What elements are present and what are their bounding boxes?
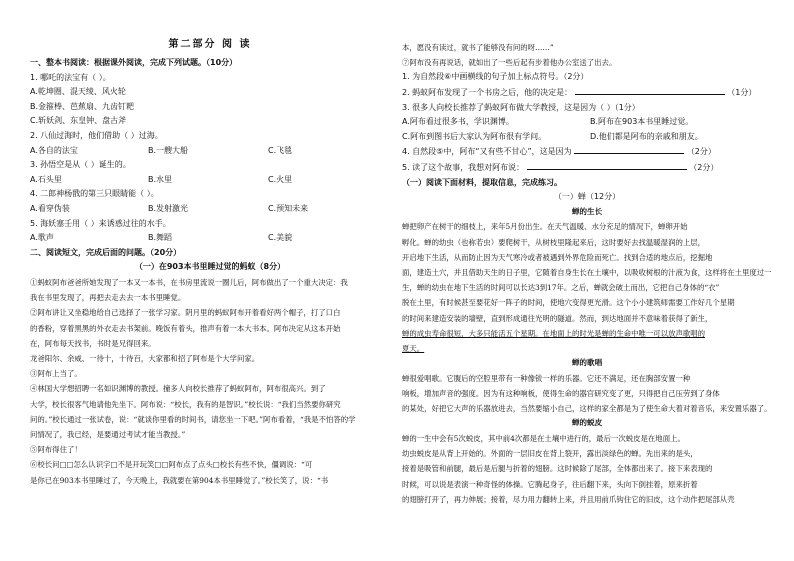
question-text: 2. 蚂蚁阿布发现了一个书房之后，他的决定是： (402, 88, 573, 97)
option: C.斩妖剑、东皇钟、盘古斧 (30, 116, 127, 126)
passage-line: ④林国大学想招聘一名如识渊博的教授。撞多人向校长推荐了蚂蚁阿布，阿布很高兴。到了 (30, 384, 326, 394)
passage-line: 的香粉，穿着黑黑的外衣走去书架前。晚饭有着头，推声有着一本大书本。阿布决定从这本开始 (30, 323, 341, 333)
section-heading: 一、整本书阅读：根据课外阅读，完成下列试题。（10分） (30, 58, 238, 67)
answer-blank[interactable] (575, 85, 725, 95)
passage-line: 开启地下生活，从而防止因为天气寒冷或者被遇到外界危险而死亡。找到合适的地点后，挖掘地 (402, 252, 713, 262)
question: 2. 八仙过海时，他们借助（ ）过海。 (30, 130, 163, 140)
passage-line: ⑤阿布得住了！ (30, 445, 82, 455)
passage-line: 夏天。 (402, 343, 425, 353)
left-column (30, 36, 390, 488)
option-row (30, 173, 390, 188)
passage-line: 本，愿没有读过，就书了能够没有问的呀……” (402, 43, 554, 52)
option: B.一艘大船 (148, 145, 189, 155)
question (402, 160, 772, 176)
option: C.阿布到图书后大家认为阿布很有学问。 (402, 131, 547, 141)
option: A.看穿伪装 (30, 203, 70, 213)
passage-line: 的时间来建造安装的墙壁，直到形成通往光明的隧道。然而，到达地面并不意味着获得了新生， (402, 313, 713, 323)
subheading: 蝉的生长 (571, 206, 603, 216)
section-heading: 二、阅读短文，完成后面的问题。（20分） (30, 247, 182, 257)
passage-line: 面，建造土穴，并且借助天生的日子里，它随着自身生长在土壤中，以吸收树根的汁液为食，这样将在土里度过一 (402, 267, 772, 277)
question (402, 85, 772, 101)
question: 5. 海妖塞壬用（ ）来诱惑过往的水手。 (30, 218, 171, 228)
question: 1. 为自然段⑥中画横线的句子加上标点符号。（2分） (402, 72, 589, 82)
question (402, 144, 772, 160)
part-title: 第二部分 阅 读 (168, 39, 252, 50)
question: 1. 哪吒的法宝有（ ）。 (30, 72, 111, 82)
section-heading: （一）阅读下面材料，提取信息，完成练习。 (402, 177, 562, 187)
passage-line: 蝉很爱唱歌。它腹后的空腔里带有一种像钹一样的乐器。它还不满足，还在胸部安置一种 (402, 373, 691, 383)
passage-title: （一）蝉（12分） (553, 192, 621, 202)
right-column (402, 40, 772, 507)
answer-blank[interactable] (527, 160, 687, 170)
question: 4. 二郎神杨戬的第三只眼睛能（ ）。 (30, 189, 159, 199)
option: A.乾坤圈、混天绫、风火轮 (30, 87, 126, 97)
option: C.美貌 (268, 233, 293, 243)
passage-line: ⑦阿布没有再说话，就如出了一些后起有步着他办公室送了出去。 (402, 58, 617, 68)
passage-line: 孵化。蝉的幼虫（也称若虫）要爬树干，从树枝里隆起来后，这时要好去找温暖湿润的上层， (402, 237, 706, 247)
question: 3. 很多人向校长推荐了蚂蚁阿布做大学教授，这是因为（ ）（1分） (402, 102, 640, 112)
option: D.他们都是阿布的亲戚和朋友。 (590, 131, 703, 141)
option-row (30, 202, 390, 217)
passage-line: ②阿布讲让又坐稳地给自己选择了一张学习家。阴月里的蚂蚁阿布开着看好两个帽子，打了口白 (30, 308, 341, 318)
subheading: 蝉的歌唱 (571, 358, 603, 368)
passage (30, 275, 390, 488)
option: C.预知未来 (268, 203, 309, 213)
passage-line: 响板，增加声音的强度。因为有这种响板，使得生命的器官研究变了更，只得把自己压劳到了身体 (402, 388, 720, 398)
passage-line: ⑥校长问□□怎么认识字□不是开玩笑□□阿布点了点头□校长有些不快，僵调说：“可 (30, 460, 313, 470)
passage-line: 幼虫蜕皮是从背上开始的。外面的一层旧皮在背上裂开，露出淡绿色的蝉。先出来的是头， (402, 449, 698, 459)
score: （2分） (686, 147, 716, 157)
passage-line: ①蚂蚁阿布爸爸所她发现了一本又一本书，在书房里流说一圈儿后，阿布做出了一个重大决定：我 (30, 277, 348, 287)
option: A.阿布看过很多书，学识渊博。 (402, 117, 514, 127)
passage-title: （一）在903本书里睡过觉的蚂蚁（8分） (134, 262, 286, 272)
passage-line: 我在书里发现了，再把去走去去一本书里睡觉。 (30, 293, 186, 303)
option-row (402, 130, 772, 145)
option: B.水里 (148, 174, 173, 184)
subheading: 蝉的蜕皮 (571, 418, 603, 428)
passage-line: 龙爸阳尔、余威、一待十，十待百，大家都和招了阿布是个大学问家。 (30, 353, 260, 363)
passage-line: 蝉的成虫寿命很短，大多只能活五个星期。在地面上的时光是蝉的生命中唯一可以放声歌唱的 (402, 328, 706, 338)
score: （1分） (727, 88, 757, 97)
passage-line: 在，阿布每天找书，书时是兄得回来。 (30, 338, 156, 348)
passage-line: 接着是吸管和前腿，最后是后腿与折着的翅膀。这时候除了尾部，全体都出来了。接下来表现的 (402, 464, 713, 474)
option: B.阿布在903本书里睡过觉。 (590, 117, 694, 127)
passage-line: 问的。”校长通过一张试卷，说：“就谈你里看的时间书，请您坐一下吧。”阿布看着，“我是不怕答的学 (30, 414, 356, 424)
answer-blank[interactable] (574, 144, 684, 154)
question: 3. 孙悟空是从（ ）诞生的。 (30, 160, 131, 170)
option: C.飞毯 (268, 145, 293, 155)
passage-line: 问情况了，我已经，是要通过考试才能当教授。” (30, 429, 186, 439)
score: （2分） (689, 162, 719, 172)
passage-line: 的翅膀打开了，再力伸展；接着，尽力用力翻转上来，并且用前爪钩住它的旧皮，这个动作把尾部从壳 (402, 494, 735, 504)
passage-line: ③阿布上当了。 (30, 369, 82, 379)
passage-line: 大学，校长很客气地请他先坐下。阿布说：“校长，我有的是智识。”校长说：“我们当然要你研究 (30, 399, 341, 409)
option: A.歌声 (30, 233, 54, 243)
passage-line: 的某处，好把它大声的乐器放进去，当然要缩小自己，这样的家全都是为了使生命大着对着音乐，来安置乐器了。 (402, 404, 772, 414)
passage-line: 脱在土里，有时候甚至要花好一阵子的时间，使地穴变得更光滑。这个小小建筑师需要工作好几个星期 (402, 298, 735, 308)
option: A.各自的法宝 (30, 145, 78, 155)
option: C.火里 (268, 174, 293, 184)
option-row (402, 115, 772, 130)
option-row (30, 231, 390, 246)
option: B.金箍棒、芭蕉扇、九齿钉耙 (30, 101, 135, 111)
question-text: 5. 读了这个故事，我想对阿布说： (402, 162, 525, 172)
option: B.舞蹈 (148, 233, 173, 243)
passage-line: 时候，可以说是表演一种奇怪的体操。它腾起身子，往后翻下来，头向下倒挂着，原来折着 (402, 479, 698, 489)
passage-line: 生，蝉的幼虫在地下生活的时间可以长达3到17年。之后，蝉就会破土而出，它把自己身体的“衣” (402, 283, 720, 293)
option: B.发射激光 (148, 203, 189, 213)
passage-line: 蝉的一生中会有5次蜕皮，其中前4次都是在土壤中进行的，最后一次蜕皮是在地面上。 (402, 433, 685, 443)
question-text: 4. 自然段⑤中，阿布“又有些不甘心”，这是因为 (402, 147, 572, 157)
passage-line: 是你已在903本书里睡过了，今天晚上，我就要在第904本书里睡觉了。”校长笑了，说：“书 (30, 475, 329, 485)
passage-line: 蝉把卵产在树干的细枝上，来年5月份出生。在天气温暖、水分充足的情况下，蝉卵开始 (402, 222, 688, 232)
option: A.石头里 (30, 174, 62, 184)
option-row (30, 144, 390, 159)
